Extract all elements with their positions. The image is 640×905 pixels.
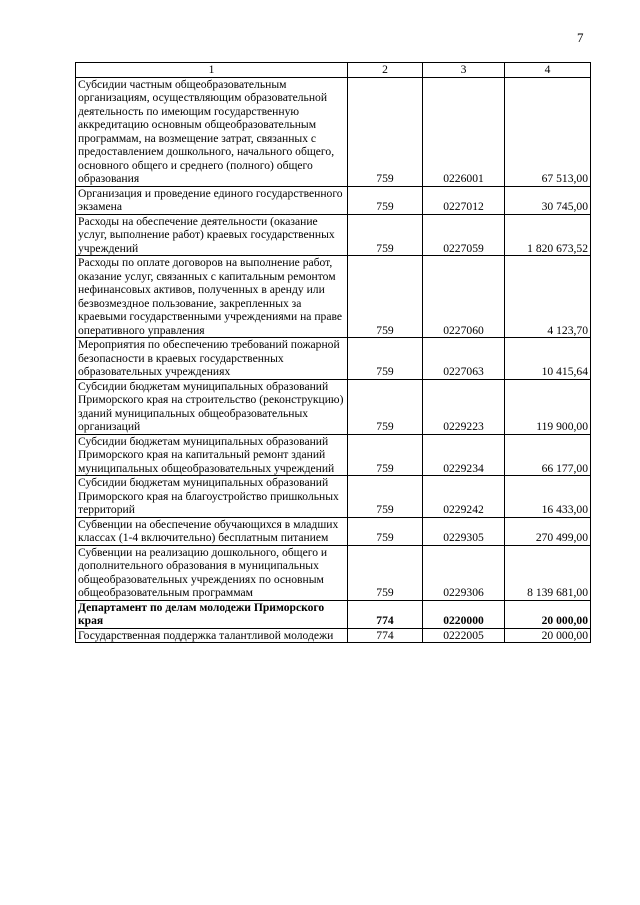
page-number: 7 [577,30,584,45]
table-row-department [76,600,591,628]
header-col-1: 1 [76,63,348,78]
row-name: Расходы по оплате договоров на выполнение работ, оказание услуг, связанных с капитальным ремонтом нефинансовых активов, полученных в аренду или безвозмездное пользование, закрепленных за краевыми государственными учреждениями на праве оперативного управления [76,256,348,338]
table-row [76,338,591,380]
row-ved: 759 [348,256,423,338]
table-row [76,379,591,434]
row-sum: 20 000,00 [505,628,591,643]
row-sum: 30 745,00 [505,186,591,214]
row-ved: 759 [348,476,423,518]
row-sum: 4 123,70 [505,256,591,338]
row-ved: 774 [348,628,423,643]
row-name: Субсидии частным общеобразовательным организациям, осуществляющим образовательной деятельность по имеющим государственную аккредитацию основным общеобразовательным программам, на возмещение затрат, связанных с предоставлением дошкольного, начального общего, основного общего и среднего (полного) общего образования [76,77,348,186]
header-col-2: 2 [348,63,423,78]
row-kcsr: 0229234 [423,434,505,476]
row-name: Субвенции на обеспечение обучающихся в младших классах (1-4 включительно) бесплатным питанием [76,517,348,545]
row-sum: 1 820 673,52 [505,214,591,256]
row-ved: 774 [348,600,423,628]
row-name: Субвенции на реализацию дошкольного, общего и дополнительного образования в муниципальных общеобразовательных учреждениях по основным общеобразовательным программам [76,545,348,600]
row-kcsr: 0229306 [423,545,505,600]
row-ved: 759 [348,186,423,214]
row-kcsr: 0220000 [423,600,505,628]
row-sum: 270 499,00 [505,517,591,545]
row-kcsr: 0227063 [423,338,505,380]
table-row [76,434,591,476]
row-ved: 759 [348,545,423,600]
row-ved: 759 [348,77,423,186]
row-name: Департамент по делам молодежи Приморского края [76,600,348,628]
table-row [76,545,591,600]
row-name: Мероприятия по обеспечению требований пожарной безопасности в краевых государственных образовательных учреждениях [76,338,348,380]
row-sum: 67 513,00 [505,77,591,186]
row-name: Организация и проведение единого государственного экзамена [76,186,348,214]
header-col-3: 3 [423,63,505,78]
row-sum: 10 415,64 [505,338,591,380]
row-name: Субсидии бюджетам муниципальных образований Приморского края на капитальный ремонт зданий муниципальных общеобразовательных учреждений [76,434,348,476]
row-sum: 16 433,00 [505,476,591,518]
row-name: Государственная поддержка талантливой молодежи [76,628,348,643]
row-sum: 119 900,00 [505,379,591,434]
header-col-4: 4 [505,63,591,78]
header-row [76,63,591,78]
row-kcsr: 0229223 [423,379,505,434]
row-kcsr: 0227012 [423,186,505,214]
row-ved: 759 [348,338,423,380]
table-row [76,476,591,518]
budget-table [75,62,591,643]
row-ved: 759 [348,434,423,476]
row-kcsr: 0229242 [423,476,505,518]
table-row [76,256,591,338]
row-sum: 66 177,00 [505,434,591,476]
row-name: Субсидии бюджетам муниципальных образований Приморского края на благоустройство пришкольных территорий [76,476,348,518]
row-kcsr: 0222005 [423,628,505,643]
table-row [76,214,591,256]
table-row [76,628,591,643]
row-name: Расходы на обеспечение деятельности (оказание услуг, выполнение работ) краевых государственных учреждений [76,214,348,256]
row-kcsr: 0227060 [423,256,505,338]
row-name: Субсидии бюджетам муниципальных образований Приморского края на строительство (реконструкцию) зданий муниципальных общеобразовательных организаций [76,379,348,434]
table-row [76,186,591,214]
row-ved: 759 [348,379,423,434]
row-sum: 20 000,00 [505,600,591,628]
row-kcsr: 0227059 [423,214,505,256]
row-kcsr: 0229305 [423,517,505,545]
row-ved: 759 [348,517,423,545]
table-row [76,517,591,545]
row-kcsr: 0226001 [423,77,505,186]
table-row [76,77,591,186]
row-ved: 759 [348,214,423,256]
row-sum: 8 139 681,00 [505,545,591,600]
